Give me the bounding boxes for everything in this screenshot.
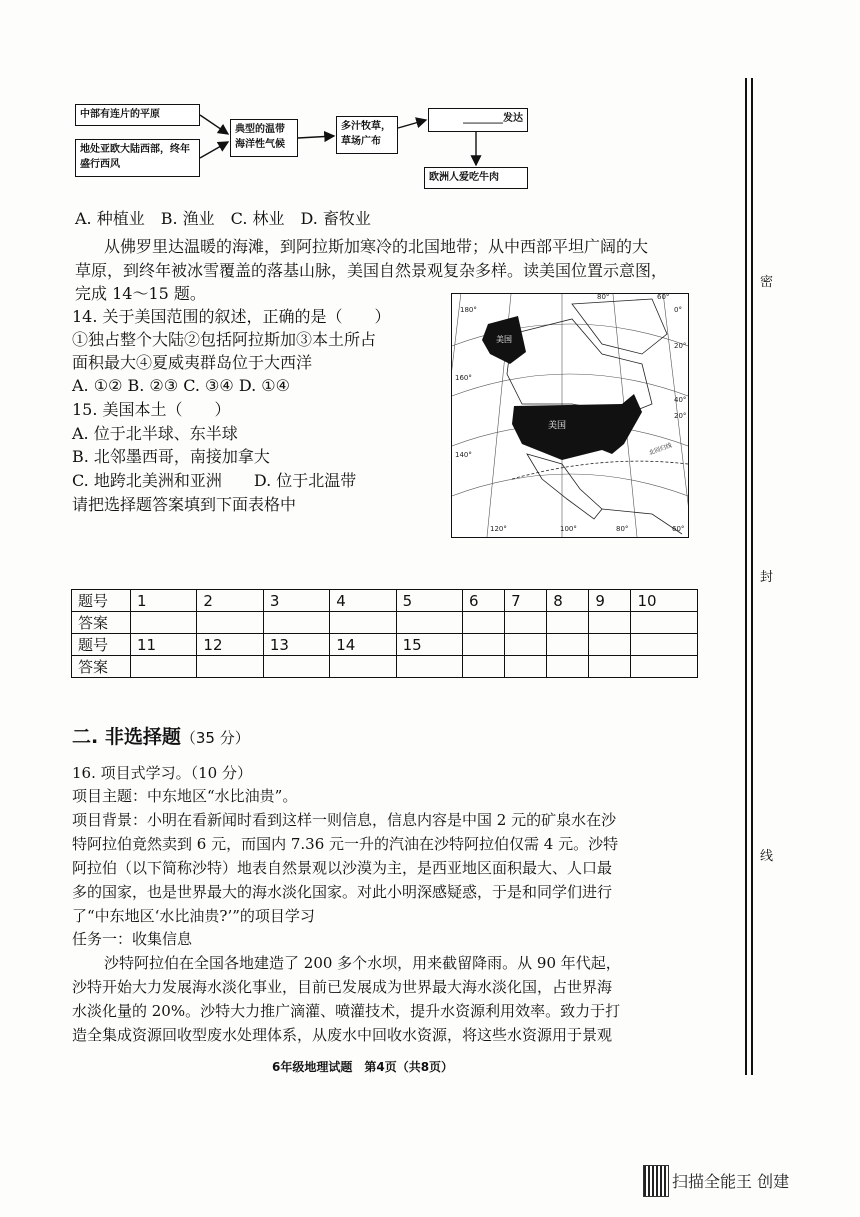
q16-head: 16. 项目式学习。（10 分） — [72, 764, 252, 782]
answer-table — [71, 589, 698, 678]
table-cell — [631, 656, 698, 678]
q16-para-4: 造全集成资源回收型废水处理体系，从废水中回收水资源，将这些水资源用于景观 — [72, 1026, 613, 1044]
flow-box-plain: 中部有连片的平原 — [75, 104, 200, 126]
map-tick: 20° — [674, 342, 687, 350]
usa-location-map — [451, 293, 689, 538]
answer-cell[interactable] — [330, 612, 396, 634]
answer-cell[interactable] — [263, 612, 329, 634]
table-cell — [589, 634, 631, 656]
flow-box-climate: 典型的温带海洋性气候 — [230, 119, 298, 157]
map-tick: 60° — [672, 525, 685, 533]
flow-box-westerlies: 地处亚欧大陆西部，终年盛行西风 — [75, 139, 200, 177]
margin-mark-xian: 线 — [760, 849, 774, 864]
answer-cell[interactable] — [131, 612, 197, 634]
q16-task1: 任务一：收集信息 — [72, 930, 193, 948]
q16-para-1: 沙特阿拉伯在全国各地建造了 200 多个水坝，用来截留降雨。从 90 年代起， — [104, 954, 621, 972]
map-tick: 120° — [490, 525, 507, 533]
row-label: 答案 — [72, 656, 131, 678]
answer-cell[interactable] — [631, 612, 698, 634]
section-score: （35 分） — [180, 729, 250, 747]
map-tick: 80° — [616, 525, 629, 533]
answer-cell[interactable] — [547, 612, 589, 634]
answer-cell[interactable] — [463, 612, 505, 634]
q15-option-a: A. 位于北半球、东半球 — [72, 424, 238, 443]
table-row — [72, 612, 698, 634]
table-cell — [547, 634, 589, 656]
q14-options: A. ①② B. ②③ C. ③④ D. ①④ — [72, 376, 290, 395]
answer-cell[interactable] — [505, 612, 547, 634]
map-tick: 40° — [674, 396, 687, 404]
q14-statement-1: ①独占整个大陆②包括阿拉斯加③本土所占 — [72, 330, 377, 349]
table-cell: 12 — [197, 634, 263, 656]
row-label: 题号 — [72, 634, 131, 656]
flow-arrows — [0, 0, 560, 200]
answer-cell[interactable] — [197, 656, 263, 678]
map-label-usa: 美国 — [548, 421, 567, 431]
row-label: 答案 — [72, 612, 131, 634]
table-cell: 11 — [131, 634, 197, 656]
flow-box-beef: 欧洲人爱吃牛肉 — [424, 167, 528, 189]
intro-line-2: 草原，到终年被冰雪覆盖的落基山脉，美国自然景观复杂多样。读美国位置示意图， — [75, 261, 668, 280]
section-title — [72, 726, 250, 749]
watermark-text: 扫描全能王 创建 — [672, 1172, 790, 1191]
map-tick: 160° — [455, 374, 472, 382]
table-cell: 9 — [589, 590, 631, 612]
intro-line-3: 完成 14～15 题。 — [75, 284, 206, 303]
table-cell — [631, 634, 698, 656]
map-tick: 140° — [455, 451, 472, 459]
map-label-alaska: 美国 — [496, 335, 512, 344]
fill-note: 请把选择题答案填到下面表格中 — [72, 495, 297, 514]
table-cell — [547, 656, 589, 678]
flow-box-pasture: 多汁牧草，草场广布 — [336, 116, 398, 154]
table-row — [72, 634, 698, 656]
table-cell: 5 — [396, 590, 462, 612]
margin-mark-mi: 密 — [760, 275, 774, 290]
q16-bg-3: 阿拉伯（以下简称沙特）地表自然景观以沙漠为主，是西亚地区面积最大、人口最 — [72, 859, 613, 877]
q15-option-b: B. 北邻墨西哥，南接加拿大 — [72, 447, 270, 466]
table-cell: 8 — [547, 590, 589, 612]
table-cell — [505, 656, 547, 678]
table-cell: 15 — [396, 634, 462, 656]
binding-line-2 — [751, 78, 753, 1075]
map-tick: 20° — [674, 412, 687, 420]
q14-stem: 14. 关于美国范围的叙述，正确的是（ ） — [72, 307, 391, 326]
table-cell — [463, 634, 505, 656]
table-cell — [505, 634, 547, 656]
q16-bg-2: 特阿拉伯竟然卖到 6 元，而国内 7.36 元一升的汽油在沙特阿拉伯仅需 4 元。沙特 — [72, 835, 619, 853]
q16-theme: 项目主题：中东地区“水比油贵”。 — [72, 787, 298, 805]
answer-cell[interactable] — [396, 656, 462, 678]
table-cell — [589, 656, 631, 678]
q13-options: A. 种植业 B. 渔业 C. 林业 D. 畜牧业 — [75, 209, 371, 228]
answer-cell[interactable] — [396, 612, 462, 634]
table-cell — [463, 656, 505, 678]
margin-mark-feng: 封 — [760, 570, 774, 585]
table-cell: 6 — [463, 590, 505, 612]
section-title-text: 二. 非选择题 — [72, 726, 181, 748]
q16-bg-4: 多的国家，也是世界最大的海水淡化国家。对此小明深感疑惑，于是和同学们进行 — [72, 883, 613, 901]
answer-cell[interactable] — [589, 612, 631, 634]
table-row — [72, 656, 698, 678]
answer-cell[interactable] — [131, 656, 197, 678]
answer-cell[interactable] — [330, 656, 396, 678]
table-cell: 3 — [263, 590, 329, 612]
q15-stem: 15. 美国本土（ ） — [72, 400, 231, 419]
q16-para-3: 水淡化量的 20%。沙特大力推广滴灌、喷灌技术，提升水资源利用效率。致力于打 — [72, 1002, 621, 1020]
q16-bg-1: 项目背景：小明在看新闻时看到这样一则信息，信息内容是中国 2 元的矿泉水在沙 — [72, 811, 617, 829]
answer-cell[interactable] — [197, 612, 263, 634]
map-tick: 0° — [674, 306, 682, 314]
table-cell: 13 — [263, 634, 329, 656]
q16-para-2: 沙特开始大力发展海水淡化事业，目前已发展成为世界最大海水淡化国，占世界海 — [72, 978, 613, 996]
map-tick: 180° — [460, 306, 477, 314]
map-graticule — [452, 294, 688, 537]
q14-statement-2: 面积最大④夏威夷群岛位于大西洋 — [72, 353, 313, 372]
table-cell: 10 — [631, 590, 698, 612]
table-cell: 14 — [330, 634, 396, 656]
map-label-tropic: 北回归线 — [647, 442, 673, 457]
q15-option-cd: C. 地跨北美洲和亚洲 D. 位于北温带 — [72, 471, 357, 490]
table-cell: 7 — [505, 590, 547, 612]
qr-logo-icon — [643, 1165, 669, 1197]
table-cell: 4 — [330, 590, 396, 612]
map-tick: 80° — [597, 293, 610, 301]
map-tick: 100° — [560, 525, 577, 533]
page-footer: 6年级地理试题 第4页（共8页） — [272, 1060, 454, 1074]
table-cell: 2 — [197, 590, 263, 612]
binding-line-1 — [745, 78, 747, 1075]
table-cell: 1 — [131, 590, 197, 612]
row-label: 题号 — [72, 590, 131, 612]
flow-box-blank: ________发达 — [428, 108, 528, 132]
answer-cell[interactable] — [263, 656, 329, 678]
table-row — [72, 590, 698, 612]
map-tick: 60° — [657, 293, 670, 301]
intro-line-1: 从佛罗里达温暖的海滩，到阿拉斯加寒冷的北国地带；从中西部平坦广阔的大 — [104, 237, 649, 256]
q16-bg-5: 了“中东地区‘水比油贵?’”的项目学习 — [72, 907, 315, 925]
